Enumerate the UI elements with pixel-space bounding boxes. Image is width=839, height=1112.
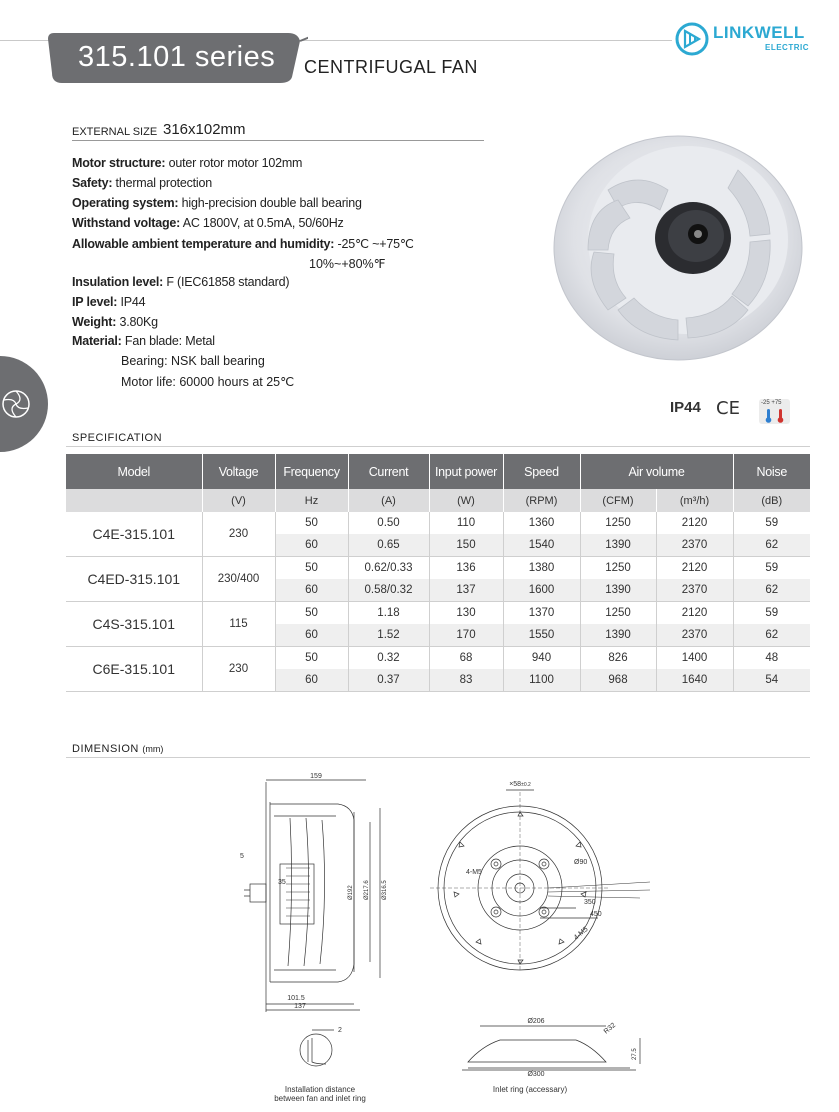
speed-cell: 1370: [503, 602, 580, 625]
dim-front-m5-a: 4-M5: [466, 869, 482, 876]
col-voltage: Voltage: [202, 454, 275, 489]
voltage-cell: 230/400: [202, 557, 275, 602]
thermometer-icon: [763, 408, 787, 424]
hz-cell: 50: [275, 602, 348, 625]
dim-front-d58: ×58±0.2: [509, 781, 531, 788]
power-cell: 110: [429, 512, 503, 534]
hz-cell: 60: [275, 624, 348, 647]
col-current: Current: [348, 454, 429, 489]
brand-sub: ELECTRIC: [765, 43, 809, 52]
speed-cell: 1100: [503, 669, 580, 692]
brand-name: LINKWELL: [713, 23, 805, 42]
spec-bearing: Bearing: NSK ball bearing: [121, 354, 265, 368]
model-cell: C4E-315.101: [66, 512, 202, 557]
dim-ring-d300: Ø300: [527, 1071, 545, 1078]
m3h-cell: 2120: [656, 602, 733, 625]
front-view: [430, 790, 650, 972]
side-view: [244, 780, 380, 1012]
voltage-cell: 115: [202, 602, 275, 647]
spec-weight: Weight: 3.80Kg: [72, 315, 158, 329]
table-row: [66, 557, 810, 580]
current-cell: 1.18: [348, 602, 429, 625]
temperature-range: -25 +75: [761, 400, 782, 406]
dim-side-width: 159: [310, 773, 322, 780]
current-cell: 0.37: [348, 669, 429, 692]
install-caption: Installation distance between fan and inlet ring: [274, 1085, 366, 1103]
spec-withstand-voltage: Withstand voltage: AC 1800V, at 0.5mA, 50/60Hz: [72, 216, 344, 230]
cfm-cell: 1390: [580, 624, 656, 647]
hz-cell: 60: [275, 579, 348, 602]
model-cell: C6E-315.101: [66, 647, 202, 692]
noise-cell: 48: [765, 652, 779, 664]
spec-ambient: Allowable ambient temperature and humidity: -25℃ ~+75℃: [72, 237, 414, 251]
spec-safety: Safety: thermal protection: [72, 176, 213, 190]
power-cell: 150: [429, 534, 503, 557]
spec-insulation: Insulation level: F (IEC61858 standard): [72, 275, 290, 289]
current-cell: 0.65: [348, 534, 429, 557]
speed-cell: 1550: [503, 624, 580, 647]
current-cell: 0.50: [348, 512, 429, 534]
dim-side-w137: 137: [294, 1003, 306, 1010]
m3h-cell: 2120: [656, 557, 733, 580]
model-cell: C4ED-315.101: [66, 557, 202, 602]
spec-ip-level: IP level: IP44: [72, 295, 146, 309]
noise-cell: 59: [765, 607, 779, 619]
power-cell: 170: [429, 624, 503, 647]
m3h-cell: 2120: [656, 512, 733, 534]
m3h-cell: 2370: [656, 534, 733, 557]
power-cell: 137: [429, 579, 503, 602]
dimension-drawing: [230, 772, 650, 1112]
noise-cell: 62: [733, 534, 810, 557]
fan-product-image: [548, 130, 804, 362]
dim-side-d217: Ø217.6: [364, 880, 370, 900]
series-title: 315.101 series: [78, 41, 276, 73]
hz-cell: 50: [275, 512, 348, 534]
model-cell: C4S-315.101: [66, 602, 202, 647]
unit-noise: (dB): [733, 489, 810, 512]
inlet-ring-caption: Inlet ring (accessary): [492, 1085, 568, 1094]
specification-rule: [66, 446, 810, 447]
noise-cell: 54: [733, 669, 810, 692]
cfm-cell: 826: [580, 647, 656, 670]
power-cell: 68: [429, 647, 503, 670]
current-cell: 0.58/0.32: [348, 579, 429, 602]
col-frequency: Frequency: [275, 454, 348, 489]
spec-motor-structure: Motor structure: outer rotor motor 102mm: [72, 156, 303, 170]
unit-model: [66, 489, 202, 512]
cfm-cell: 1250: [580, 512, 656, 534]
dim-front-l350: 350: [584, 899, 596, 906]
side-fan-icon: [0, 356, 48, 452]
specification-label: SPECIFICATION: [72, 432, 163, 444]
col-air-volume: Air volume: [580, 454, 733, 489]
spec-operating-system: Operating system: high-precision double ball bearing: [72, 196, 362, 210]
unit-input-power: (W): [429, 489, 503, 512]
inlet-ring-drawing: [462, 1026, 640, 1070]
hz-cell: 60: [275, 669, 348, 692]
current-cell: 1.52: [348, 624, 429, 647]
voltage-cell: 230: [202, 512, 275, 557]
noise-cell: 62: [733, 624, 810, 647]
ce-mark: CE: [716, 398, 740, 419]
noise-cell: 62: [733, 579, 810, 602]
table-row: [66, 602, 810, 625]
spec-material: Material: Fan blade: Metal: [72, 334, 215, 348]
table-row: [66, 512, 810, 534]
speed-cell: 1380: [503, 557, 580, 580]
cfm-cell: 1250: [580, 602, 656, 625]
unit-current: (A): [348, 489, 429, 512]
table-row: [66, 647, 810, 670]
cfm-cell: 1250: [580, 557, 656, 580]
voltage-cell: 230: [202, 647, 275, 692]
m3h-cell: 1400: [656, 647, 733, 670]
dimension-rule: [66, 757, 810, 758]
hz-cell: 50: [275, 647, 348, 670]
power-cell: 130: [429, 602, 503, 625]
col-model: Model: [66, 454, 202, 489]
unit-m3h: (m³/h): [656, 489, 733, 512]
spec-humidity: 10%~+80%℉: [309, 257, 386, 271]
dim-side-w101: 101.5: [287, 995, 305, 1002]
dim-side-t35: 35: [278, 879, 286, 886]
hz-cell: 50: [275, 557, 348, 580]
m3h-cell: 1640: [656, 669, 733, 692]
dim-front-l450: 450: [590, 911, 602, 918]
product-subtitle: CENTRIFUGAL FAN: [304, 57, 478, 77]
noise-cell: 59: [765, 517, 779, 529]
dim-side-d316: Ø316.5: [382, 880, 388, 900]
unit-cfm: (CFM): [580, 489, 656, 512]
m3h-cell: 2370: [656, 624, 733, 647]
noise-cell: 59: [765, 562, 779, 574]
power-cell: 136: [429, 557, 503, 580]
dim-ring-h27: 27.5: [632, 1048, 638, 1060]
external-size-label: EXTERNAL SIZE: [72, 126, 158, 138]
dim-install-gap: 2: [338, 1027, 342, 1034]
col-speed: Speed: [503, 454, 580, 489]
dim-front-d90: Ø90: [574, 859, 588, 866]
ip44-badge: IP44: [670, 399, 701, 416]
col-input-power: Input power: [429, 454, 503, 489]
current-cell: 0.32: [348, 647, 429, 670]
install-detail: [300, 1030, 334, 1066]
speed-cell: 1600: [503, 579, 580, 602]
unit-frequency: Hz: [275, 489, 348, 512]
external-size-value: 316x102mm: [163, 121, 246, 138]
dim-ring-d206: Ø206: [527, 1018, 545, 1025]
dim-ring-r32: R32: [602, 1021, 618, 1036]
hz-cell: 60: [275, 534, 348, 557]
dimension-label: DIMENSION (mm): [72, 743, 164, 755]
speed-cell: 1540: [503, 534, 580, 557]
speed-cell: 940: [503, 647, 580, 670]
specification-table: [66, 454, 810, 692]
linkwell-logo-icon: [674, 21, 712, 57]
col-noise: Noise: [733, 454, 810, 489]
cfm-cell: 1390: [580, 534, 656, 557]
dim-front-m5-b: 4-M5: [572, 925, 590, 942]
speed-cell: 1360: [503, 512, 580, 534]
dim-side-t5: 5: [240, 853, 244, 860]
cfm-cell: 968: [580, 669, 656, 692]
unit-voltage: (V): [202, 489, 275, 512]
power-cell: 83: [429, 669, 503, 692]
current-cell: 0.62/0.33: [348, 557, 429, 580]
unit-speed: (RPM): [503, 489, 580, 512]
spec-motor-life: Motor life: 60000 hours at 25℃: [121, 375, 295, 389]
cfm-cell: 1390: [580, 579, 656, 602]
dim-side-d192: Ø192: [348, 885, 354, 900]
m3h-cell: 2370: [656, 579, 733, 602]
external-size-rule: [72, 140, 484, 141]
